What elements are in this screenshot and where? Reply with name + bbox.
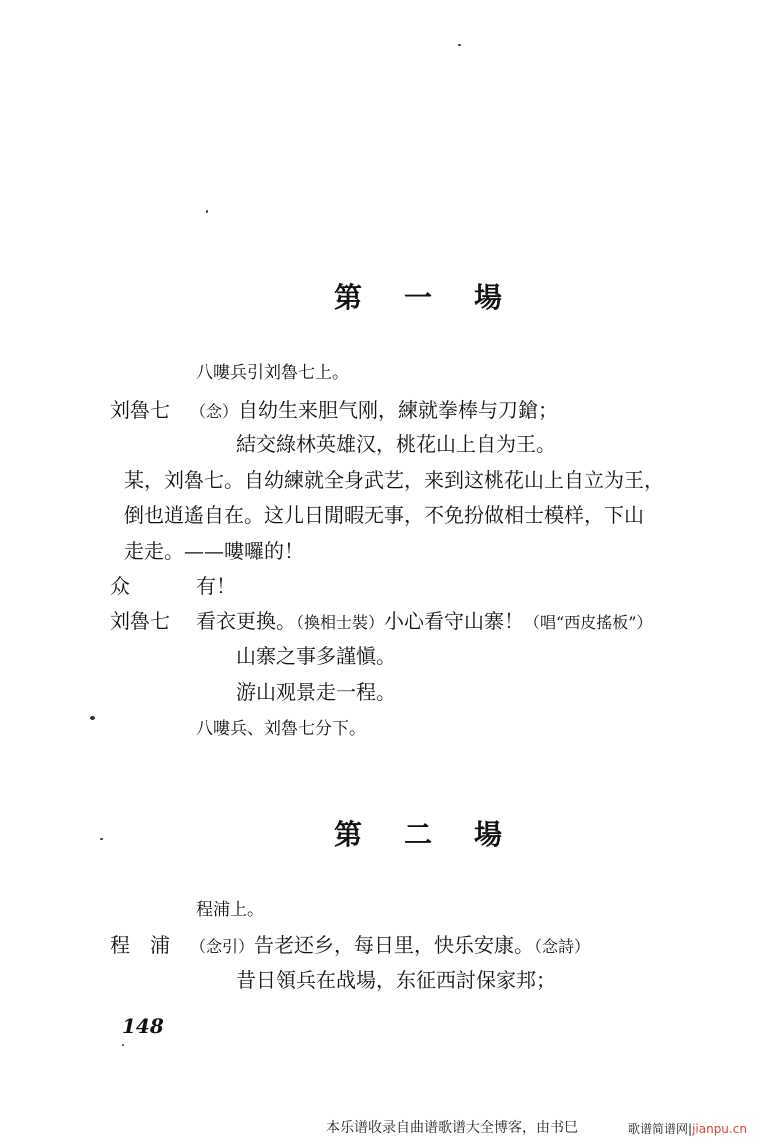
speaker-liu-luqi: 刘魯七 [110,398,170,422]
speaker-liu-luqi-2: 刘魯七 [110,609,170,633]
title-char: 二 [404,818,433,851]
watermark-cn: 歌谱简谱网 [628,1122,689,1136]
title-char: 第 [334,281,363,314]
speaker-cheng-pu: 程 浦 [110,933,170,957]
title-char: 場 [474,818,503,851]
speaker-crowd: 众 [110,574,130,598]
title-char: 一 [404,281,433,314]
footer-text: 本乐谱收录自曲谱歌谱大全博客，由书巳 [326,1120,578,1136]
sing-line-1: 山寨之事多謹愼。 [236,644,396,668]
watermark [628,1120,747,1137]
poem-line-1: 昔日領兵在战場，东征西討保家邦； [236,968,556,992]
cheng-line-1 [190,929,590,958]
crowd-line: 有！ [196,574,236,598]
recite-text-1: 自幼生来胆气刚，練就拳棒与刀鎗； [238,398,559,422]
recite-note: （念） [190,402,239,421]
scene-1-title [334,276,502,316]
sing-line-2: 游山观景走一程。 [236,680,396,704]
scan-speck [206,210,208,213]
scan-speck [90,716,95,720]
change-text-a: 看衣更換。 [196,609,296,633]
page-number: 148 [122,1014,164,1038]
speech-line-3: 走走。——嘍囉的！ [124,539,304,563]
watermark-url: jianpu.cn [692,1122,747,1136]
speech-line-2: 倒也逍遙自在。这儿日閒暇无事，不免扮做相士模样，下山 [124,503,644,527]
scene-2-title [334,813,502,853]
cheng-note-b: （念詩） [534,937,591,956]
cheng-text-a: 告老还乡，每日里，快乐安康。 [254,933,535,957]
change-text-b: 小心看守山寨！ [384,609,525,633]
recite-line-2: 結交綠林英雄汉，桃花山上自为王。 [236,432,556,456]
title-char: 場 [474,281,503,314]
stage-direction-enter: 八嘍兵引刘魯七上。 [196,363,349,383]
sing-note: （唱“西皮搖板”） [524,613,653,632]
stage-direction-enter-2: 程浦上。 [196,900,264,920]
watermark-separator: | [688,1122,693,1136]
stage-direction-exit: 八嘍兵、刘魯七分下。 [196,719,366,739]
recite-line-1 [190,394,558,423]
cheng-note-a: （念引） [190,937,255,956]
scan-speck [122,1044,124,1046]
change-note: （換相士裝） [296,613,385,632]
change-costume-line [196,605,652,634]
scan-speck [100,838,103,840]
speech-line-1: 某，刘魯七。自幼練就全身武艺，来到这桃花山上自立为王， [124,468,664,492]
title-char: 第 [334,818,363,851]
scan-speck [458,44,461,46]
